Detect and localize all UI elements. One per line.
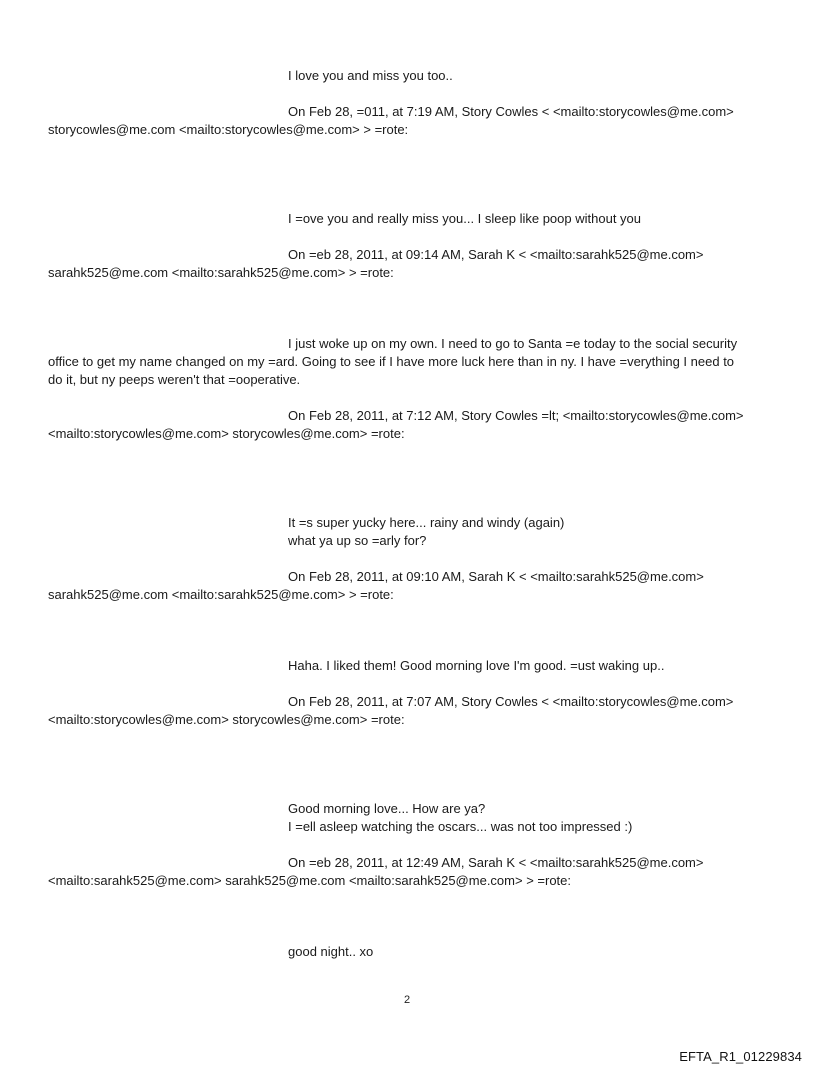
document-id: EFTA_R1_01229834 (679, 1049, 802, 1064)
reply-header: sarahk525@me.com <mailto:sarahk525@me.com> > =rote: (48, 587, 394, 602)
message-text: Good morning love... How are ya? (288, 801, 486, 816)
message-text: good night.. xo (288, 944, 374, 959)
message-text: I =ove you and really miss you... I sleep like poop without you (288, 211, 641, 226)
message-text: It =s super yucky here... rainy and windy (again) (288, 515, 565, 530)
reply-header: On =eb 28, 2011, at 12:49 AM, Sarah K < <mailto:sarahk525@me.com> (288, 855, 704, 870)
reply-header: <mailto:storycowles@me.com> storycowles@me.com> =rote: (48, 426, 405, 441)
reply-header: On Feb 28, 2011, at 7:12 AM, Story Cowles =lt; <mailto:storycowles@me.com> (288, 408, 744, 423)
message-text: office to get my name changed on my =ard. Going to see if I have more luck here than in ny. I have =verything I need to (48, 354, 735, 369)
page-number: 2 (404, 994, 411, 1006)
reply-header: <mailto:sarahk525@me.com> sarahk525@me.com <mailto:sarahk525@me.com> > =rote: (48, 873, 571, 888)
reply-header: On =eb 28, 2011, at 09:14 AM, Sarah K < <mailto:sarahk525@me.com> (288, 247, 704, 262)
reply-header: storycowles@me.com <mailto:storycowles@me.com> > =rote: (48, 122, 409, 137)
message-text: Haha. I liked them! Good morning love I'm good. =ust waking up.. (288, 658, 665, 673)
message-text: what ya up so =arly for? (288, 533, 427, 548)
message-text: I just woke up on my own. I need to go to Santa =e today to the social security (288, 336, 738, 351)
reply-header: On Feb 28, 2011, at 7:07 AM, Story Cowles < <mailto:storycowles@me.com> (288, 694, 734, 709)
message-text: I =ell asleep watching the oscars... was not too impressed :) (288, 819, 633, 834)
reply-header: On Feb 28, =011, at 7:19 AM, Story Cowles < <mailto:storycowles@me.com> (288, 104, 734, 119)
reply-header: On Feb 28, 2011, at 09:10 AM, Sarah K < <mailto:sarahk525@me.com> (288, 569, 704, 584)
reply-header: <mailto:storycowles@me.com> storycowles@me.com> =rote: (48, 712, 405, 727)
reply-header: sarahk525@me.com <mailto:sarahk525@me.com> > =rote: (48, 265, 394, 280)
message-text: I love you and miss you too.. (288, 68, 453, 83)
message-text: do it, but ny peeps weren't that =ooperative. (48, 372, 301, 387)
